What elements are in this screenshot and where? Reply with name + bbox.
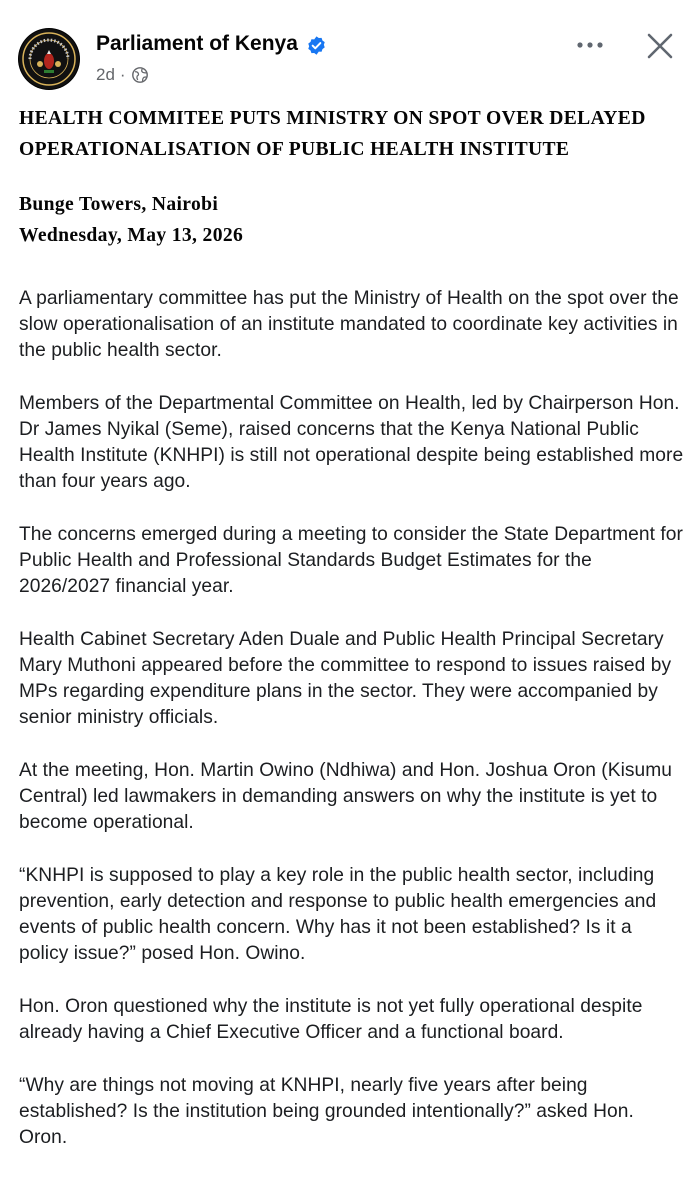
post-header <box>0 0 696 100</box>
paragraph: Health Cabinet Secretary Aden Duale and Public Health Principal Secretary Mary Muthoni appeared before the committee to respond to issues raised by MPs regarding expenditure plans in the sector. They were accompanied by senior ministry officials. <box>19 629 672 728</box>
paragraph: The concerns emerged during a meeting to consider the State Department for Public Health and Professional Standards Budget Estimates for the 2026/2027 financial year. <box>19 524 683 597</box>
paragraph: Hon. Oron questioned why the institute is not yet fully operational despite already having a Chief Executive Officer and a functional board. <box>19 996 643 1043</box>
more-options-icon <box>576 41 604 49</box>
paragraph: At the meeting, Hon. Martin Owino (Ndhiwa) and Hon. Joshua Oron (Kisumu Central) led lawmakers in demanding answers on why the institute is yet to become operational. <box>19 760 673 833</box>
more-options-button[interactable] <box>570 30 610 60</box>
globe-icon <box>131 66 149 84</box>
post-content <box>19 103 684 1151</box>
verified-badge-icon <box>306 35 327 56</box>
post-body <box>19 286 684 1151</box>
post-headline: HEALTH COMMITEE PUTS MINISTRY ON SPOT OVER DELAYED OPERATIONALISATION OF PUBLIC HEALTH INSTITUTE <box>19 108 646 160</box>
parliament-seal-icon <box>18 28 80 90</box>
post-meta <box>96 64 149 86</box>
post-location: Bunge Towers, Nairobi <box>19 194 219 215</box>
post-dateline <box>19 189 684 251</box>
close-button[interactable] <box>640 26 680 66</box>
paragraph: Members of the Departmental Committee on Health, led by Chairperson Hon. Dr James Nyikal (Seme), raised concerns that the Kenya National Public Health Institute (KNHPI) is still not operational despite being established more than four years ago. <box>19 393 684 492</box>
meta-separator: · <box>119 65 126 84</box>
close-icon <box>647 33 673 59</box>
paragraph: “KNHPI is supposed to play a key role in the public health sector, including prevention, early detection and response to public health emergencies and events of public health concern. Why has it not been established? Is it a policy issue?” posed Hon. Owino. <box>19 865 657 964</box>
post-date: Wednesday, May 13, 2026 <box>19 225 244 246</box>
paragraph: “Why are things not moving at KNHPI, nearly five years after being established? Is the institution being grounded intentionally?” asked Hon. Oron. <box>19 1075 634 1148</box>
post-timestamp[interactable]: 2d <box>96 65 115 84</box>
paragraph: A parliamentary committee has put the Ministry of Health on the spot over the slow operationalisation of an institute mandated to coordinate key activities in the public health sector. <box>19 288 679 361</box>
page-avatar[interactable] <box>18 28 80 90</box>
page-name[interactable]: Parliament of Kenya <box>96 32 298 55</box>
